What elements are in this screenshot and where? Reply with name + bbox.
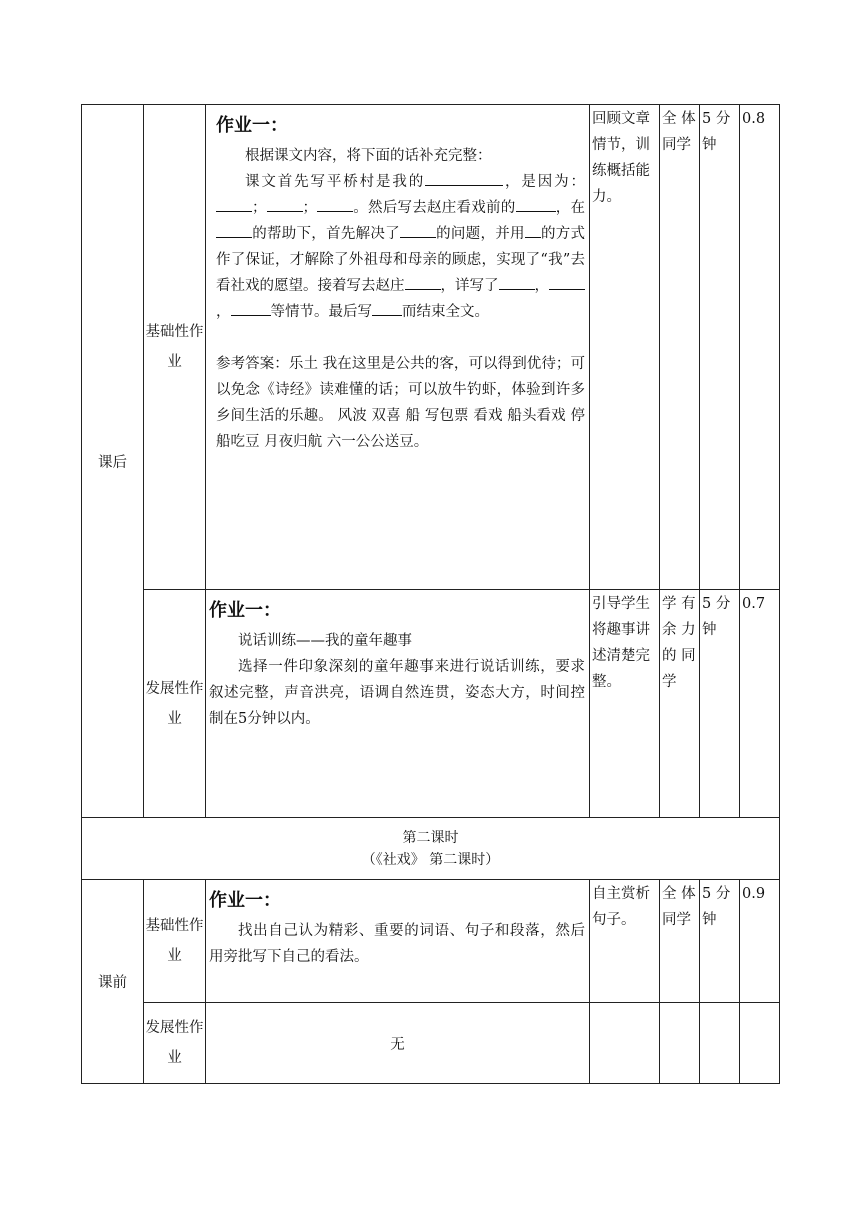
- blank-line: [216, 223, 252, 239]
- target-cell: 全 体同学: [660, 105, 700, 590]
- dev-content-cell: [206, 590, 590, 818]
- assignment-heading: 作业一：: [209, 600, 281, 621]
- blank-line: [231, 301, 271, 317]
- text-segment: ，在: [555, 200, 585, 216]
- goal-cell: [590, 1003, 660, 1084]
- text-segment: 等情节。最后写: [270, 304, 372, 320]
- type-development: 发展性作业: [144, 1003, 206, 1084]
- table-row: [82, 590, 780, 818]
- instruction-text: 根据课文内容，将下面的话补充完整：: [245, 148, 492, 164]
- blank-line: [425, 171, 503, 187]
- blank-line: [216, 197, 252, 213]
- score-cell: [740, 1003, 780, 1084]
- blank-line: [499, 275, 535, 291]
- text-segment: ，: [534, 278, 549, 294]
- section-header: [82, 818, 780, 880]
- assignment-title: 说话训练——我的童年趣事: [238, 633, 412, 649]
- time-cell: 5 分钟: [700, 880, 740, 1003]
- target-cell: [660, 1003, 700, 1084]
- assignment-heading: 作业一：: [209, 890, 281, 911]
- blank-line: [549, 275, 585, 291]
- blank-line: [267, 197, 303, 213]
- stage-before-class: 课前: [82, 880, 144, 1084]
- section-title: 第二课时: [402, 829, 459, 846]
- text-segment: 的方式作了保证，才解除了外祖母和母亲的顾虑，实现了“我”去看社戏的愿望。接着写去赵庄: [216, 226, 586, 294]
- text-segment: 课文首先写平桥村是我的: [245, 174, 426, 190]
- text-segment: 的问题，并用: [435, 226, 525, 242]
- table-row: [82, 880, 780, 1003]
- text-segment: ；: [252, 200, 267, 216]
- text-segment: 而结束全文。: [402, 304, 489, 320]
- fill-blank-paragraph: [216, 169, 585, 325]
- text-segment: 。然后写去赵庄看戏前的: [353, 200, 516, 216]
- text-segment: ，详写了: [440, 278, 499, 294]
- blank-line: [400, 223, 436, 239]
- text-segment: ，: [216, 304, 231, 320]
- text-segment: 的帮助下，首先解决了: [252, 226, 400, 242]
- section-subtitle: （《社戏》 第二课时）: [361, 851, 500, 868]
- score-cell: 0.7: [740, 590, 780, 818]
- target-cell: 全 体同学: [660, 880, 700, 1003]
- table-row: [82, 1003, 780, 1084]
- text-segment: ；: [302, 200, 317, 216]
- assignment-heading: 作业一：: [216, 115, 288, 136]
- blank-line: [372, 301, 402, 317]
- section-row: [82, 818, 780, 880]
- blank-line: [317, 197, 353, 213]
- assignment-body: 选择一件印象深刻的童年趣事来进行说话训练，要求叙述完整，声音洪亮，语调自然连贯，姿态大方，时间控制在5分钟以内。: [209, 659, 585, 727]
- assignment-body: 找出自己认为精彩、重要的词语、句子和段落，然后用旁批写下自己的看法。: [209, 923, 585, 965]
- type-basic: 基础性作业: [144, 105, 206, 590]
- time-cell: 5 分钟: [700, 105, 740, 590]
- homework-table: [81, 104, 780, 1084]
- dev-content-cell: 无: [206, 1003, 590, 1084]
- table-row: [82, 105, 780, 590]
- blank-line: [525, 223, 541, 239]
- stage-after-class: 课后: [82, 105, 144, 818]
- time-cell: [700, 1003, 740, 1084]
- target-cell: 学 有余 力的 同学: [660, 590, 700, 818]
- text-segment: ，是因为：: [503, 174, 585, 190]
- goal-cell: 回顾文章情节，训练概括能力。: [590, 105, 660, 590]
- basic-content-cell: [206, 105, 590, 590]
- basic-content-cell: [206, 880, 590, 1003]
- type-basic: 基础性作业: [144, 880, 206, 1003]
- blank-line: [405, 275, 441, 291]
- score-cell: 0.8: [740, 105, 780, 590]
- time-cell: 5 分钟: [700, 590, 740, 818]
- reference-answer: 参考答案：乐土 我在这里是公共的客，可以得到优待；可以免念《诗经》读难懂的话；可以放牛钓虾，体验到许多乡间生活的乐趣。 风波 双喜 船 写包票 看戏 船头看戏 停船吃豆 月夜归航 六一公公送豆。: [216, 356, 585, 450]
- type-development: 发展性作业: [144, 590, 206, 818]
- goal-cell: 引导学生将趣事讲述清楚完整。: [590, 590, 660, 818]
- score-cell: 0.9: [740, 880, 780, 1003]
- blank-line: [516, 197, 556, 213]
- goal-cell: 自主赏析句子。: [590, 880, 660, 1003]
